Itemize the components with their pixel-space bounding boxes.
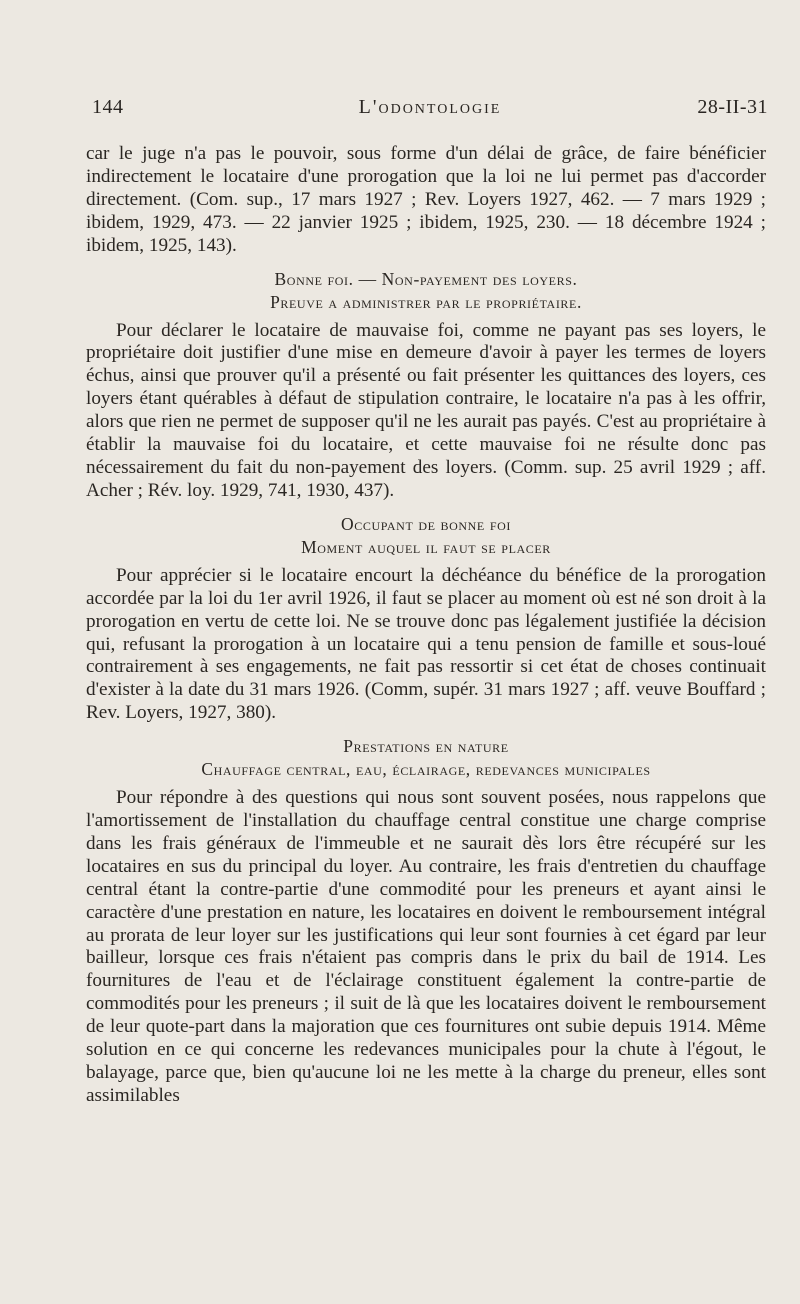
running-title: L'odontologie — [358, 96, 502, 118]
paragraph-continued: car le juge n'a pas le pouvoir, sous forme d'un délai de grâce, de faire bénéficier indirectement le locataire d'une prorogation que la loi ne lui permet pas d'accorder directement. (Com. sup., 17 mars 1927 ; Rev. Loyers 1927, 462. — 7 mars 1929 ; ibidem, 1929, 473. — 22 janvier 1925 ; ibidem, 1925, 230. — 18 décembre 1924 ; ibidem, 1925, 143). — [86, 143, 766, 256]
paragraph-bonne-foi: Pour déclarer le locataire de mauvaise foi, comme ne payant pas ses loyers, le propriétaire doit justifier d'une mise en demeure d'avoir à payer les termes de loyers échus, ainsi que prouver qu'il a présenté ou fait présenter les quittances des loyers, ces loyers étant quérables à défaut de stipulation contraire, le locataire n'a pas à les offrir, alors que rien ne permet de supposer qu'il ne les aurait pas payés. C'est au propriétaire à établir la mauvaise foi du locataire, et cette mauvaise foi ne résulte donc pas nécessairement du fait du non-payement des loyers. (Comm. sup. 25 avril 1929 ; aff. Acher ; Rév. loy. 1929, 741, 1930, 437). — [86, 319, 766, 501]
paragraph-prestations: Pour répondre à des questions qui nous sont souvent posées, nous rappelons que l'amortissement de l'installation du chauffage central constitue une charge comprise dans les frais généraux de l'immeuble et ne saurait dès lors être récupéré sur les locataires en sus du principal du loyer. Au contraire, les frais d'entretien du chauffage central étant la contre-partie d'une commodité pour les preneurs et ayant ainsi le caractère d'une prestation en nature, les locataires en doivent le remboursement intégral au prorata de leur loyer sur les justifications qui leur sont fournies à cet égard par leur bailleur, lorsque ces frais n'étaient pas compris dans le prix du bail de 1914. Les fournitures de l'eau et de l'éclairage constituent également la contre-partie de commodités pour les preneurs ; il suit de là que les locataires doivent le remboursement de leur quote-part dans la majoration que ces fournitures ont subie depuis 1914. Même solution en ce qui concerne les redevances municipales pour la chute à l'égout, le balayage, parce que, bien qu'aucune loi ne les mette à la charge du preneur, elles sont assimilables — [86, 787, 766, 1106]
body-text — [86, 143, 766, 1108]
section-heading-prestations: Prestations en nature — [343, 736, 509, 757]
running-header — [92, 96, 768, 126]
issue-date: 28-II-31 — [697, 96, 768, 118]
page-number: 144 — [92, 96, 124, 118]
section-subheading-moment: Moment auquel il faut se placer — [301, 536, 551, 557]
paragraph-occupant: Pour apprécier si le locataire encourt la déchéance du bénéfice de la prorogation accordée par la loi du 1er avril 1926, il faut se placer au moment où est né son droit à la prorogation en vertu de cette loi. Ne se trouve donc pas légalement justifiée la décision qui, refusant la prorogation à un locataire qui a tenu pension de famille et sous-loué contrairement à ses engagements, ne fait pas ressortir si cet état de choses continuait d'exister à la date du 31 mars 1926. (Comm, supér. 31 mars 1927 ; aff. veuve Bouffard ; Rev. Loyers, 1927, 380). — [86, 564, 766, 724]
section-subheading-chauffage: Chauffage central, eau, éclairage, redevances municipales — [201, 759, 651, 780]
section-heading-occupant: Occupant de bonne foi — [341, 513, 511, 534]
section-heading-bonne-foi: Bonne foi. — Non-payement des loyers. — [274, 268, 578, 289]
section-subheading-preuve: Preuve a administrer par le propriétaire. — [270, 291, 582, 312]
